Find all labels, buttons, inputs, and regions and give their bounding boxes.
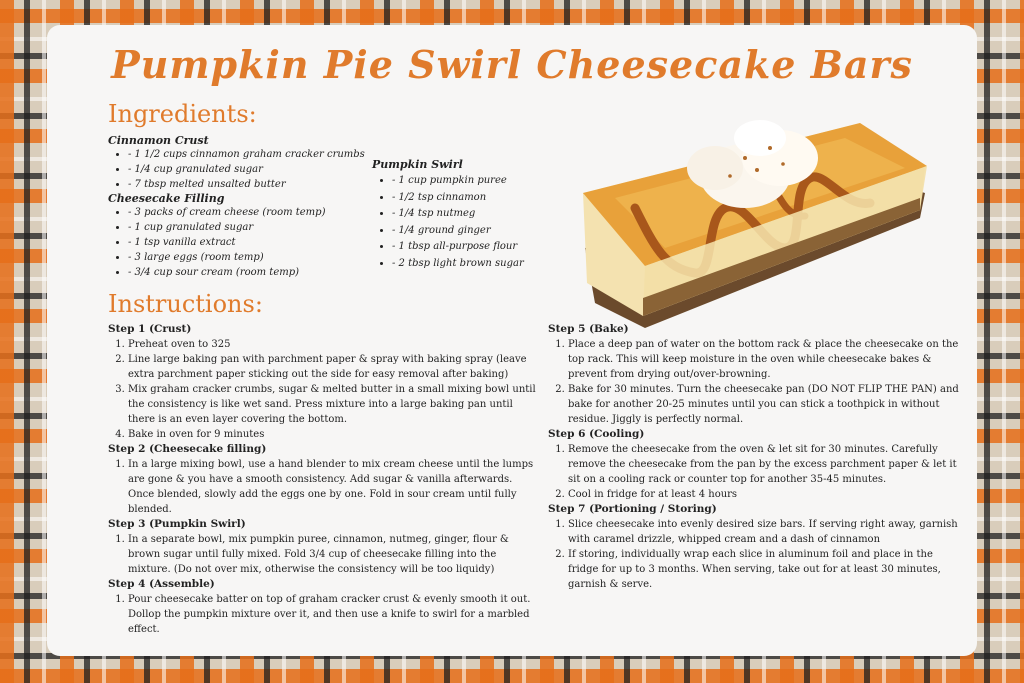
step-item: 2. Cool in fridge for at least 4 hours xyxy=(568,487,966,502)
ingredient-item: • - 2 tbsp light brown sugar xyxy=(392,256,572,273)
ingredient-item: • - 3 large eggs (room temp) xyxy=(128,250,388,265)
ingredient-item: • - 3 packs of cream cheese (room temp) xyxy=(128,205,388,220)
ingredient-item: • - 1/4 cup granulated sugar xyxy=(128,162,388,177)
step-title: Step 5 (Bake) xyxy=(548,323,629,335)
step-item: 1. Place a deep pan of water on the bottom rack & place the cheesecake on the top rack. This will keep moisture in the oven while cheesecake bakes & prevent from drying out/over-browning. xyxy=(568,337,966,382)
ingredients-left-column xyxy=(108,134,388,280)
ingredient-item: • - 7 tbsp melted unsalted butter xyxy=(128,177,388,192)
ingredient-item: • - 1 cup granulated sugar xyxy=(128,220,388,235)
step-title: Step 3 (Pumpkin Swirl) xyxy=(108,518,246,530)
step-item: 1. Remove the cheesecake from the oven & let sit for 30 minutes. Carefully remove the cheesecake from the pan by the excess parchment paper & let it sit on a cooling rack or counter top for another 35-45 minutes. xyxy=(568,442,966,487)
ingredient-item: • - 1/4 tsp nutmeg xyxy=(392,206,572,223)
ingredient-list-filling xyxy=(108,205,388,280)
step-list xyxy=(108,457,540,517)
ingredient-item: • - 3/4 cup sour cream (room temp) xyxy=(128,265,388,280)
ingredient-list-crust xyxy=(108,147,388,192)
ingredient-item: • - 1 tbsp all-purpose flour xyxy=(392,239,572,256)
step-item: 3. Mix graham cracker crumbs, sugar & melted butter in a small mixing bowl until the consistency is like wet sand. Press mixture into a large baking pan until there is an even layer covering the bottom. xyxy=(128,382,540,427)
step-item: 2. Line large baking pan with parchment paper & spray with baking spray (leave extra parchment paper sticking out the side for easy removal after baking) xyxy=(128,352,540,382)
step-block xyxy=(108,517,540,577)
instructions-left-column xyxy=(108,322,540,637)
step-item: 1. In a separate bowl, mix pumpkin puree, cinnamon, nutmeg, ginger, flour & brown sugar until fully mixed. Fold 3/4 cup of cheesecake filling into the mixture. (Do not over mix, otherwise the consistency will be too liquidy) xyxy=(128,532,540,577)
step-title: Step 2 (Cheesecake filling) xyxy=(108,443,267,455)
step-block xyxy=(548,427,966,502)
ingredient-item: • - 1/2 tsp cinnamon xyxy=(392,190,572,207)
ingredient-group-title: Pumpkin Swirl xyxy=(372,158,463,171)
step-block xyxy=(548,322,966,427)
step-list xyxy=(548,442,966,502)
step-title: Step 7 (Portioning / Storing) xyxy=(548,503,717,515)
step-item: 4. Bake in oven for 9 minutes xyxy=(128,427,540,442)
ingredient-list-swirl xyxy=(372,173,572,272)
recipe-title: Pumpkin Pie Swirl Cheesecake Bars xyxy=(111,42,913,87)
step-title: Step 1 (Crust) xyxy=(108,323,192,335)
step-list xyxy=(548,517,966,592)
step-block xyxy=(108,322,540,442)
step-list xyxy=(108,592,540,637)
step-item: 2. Bake for 30 minutes. Turn the cheesecake pan (DO NOT FLIP THE PAN) and bake for another 20-25 minutes until you can stick a toothpick in without residue. Jiggly is perfectly normal. xyxy=(568,382,966,427)
step-item: 1. Slice cheesecake into evenly desired size bars. If serving right away, garnish with caramel drizzle, whipped cream and a dash of cinnamon xyxy=(568,517,966,547)
ingredient-group-title: Cheesecake Filling xyxy=(108,192,225,205)
step-item: 2. If storing, individually wrap each slice in aluminum foil and place in the fridge for up to 3 months. When serving, take out for at least 30 minutes, garnish & serve. xyxy=(568,547,966,592)
step-item: 1. Preheat oven to 325 xyxy=(128,337,540,352)
step-item: 1. In a large mixing bowl, use a hand blender to mix cream cheese until the lumps are gone & you have a smooth consistency. Add sugar & vanilla afterwards. Once blended, slowly add the eggs one by one. Fold in sour cream until fully blended. xyxy=(128,457,540,517)
step-list xyxy=(108,532,540,577)
instructions-right-column xyxy=(548,322,966,592)
step-list xyxy=(108,337,540,442)
ingredient-item: • - 1 tsp vanilla extract xyxy=(128,235,388,250)
step-list xyxy=(548,337,966,427)
step-block xyxy=(108,442,540,517)
step-block xyxy=(548,502,966,592)
ingredients-middle-column xyxy=(372,158,572,272)
ingredient-item: • - 1 cup pumpkin puree xyxy=(392,173,572,190)
recipe-card xyxy=(50,28,974,653)
step-item: 1. Pour cheesecake batter on top of graham cracker crust & evenly smooth it out. Dollop the pumpkin mixture over it, and then use a knife to swirl for a marbled effect. xyxy=(128,592,540,637)
cheesecake-bar-image xyxy=(575,98,935,333)
step-title: Step 6 (Cooling) xyxy=(548,428,645,440)
ingredient-group-title: Cinnamon Crust xyxy=(108,134,209,147)
ingredients-heading: Ingredients: xyxy=(108,100,257,128)
step-title: Step 4 (Assemble) xyxy=(108,578,215,590)
step-block xyxy=(108,577,540,637)
instructions-heading: Instructions: xyxy=(108,290,263,318)
ingredient-item: • - 1 1/2 cups cinnamon graham cracker crumbs xyxy=(128,147,388,162)
ingredient-item: • - 1/4 ground ginger xyxy=(392,223,572,240)
